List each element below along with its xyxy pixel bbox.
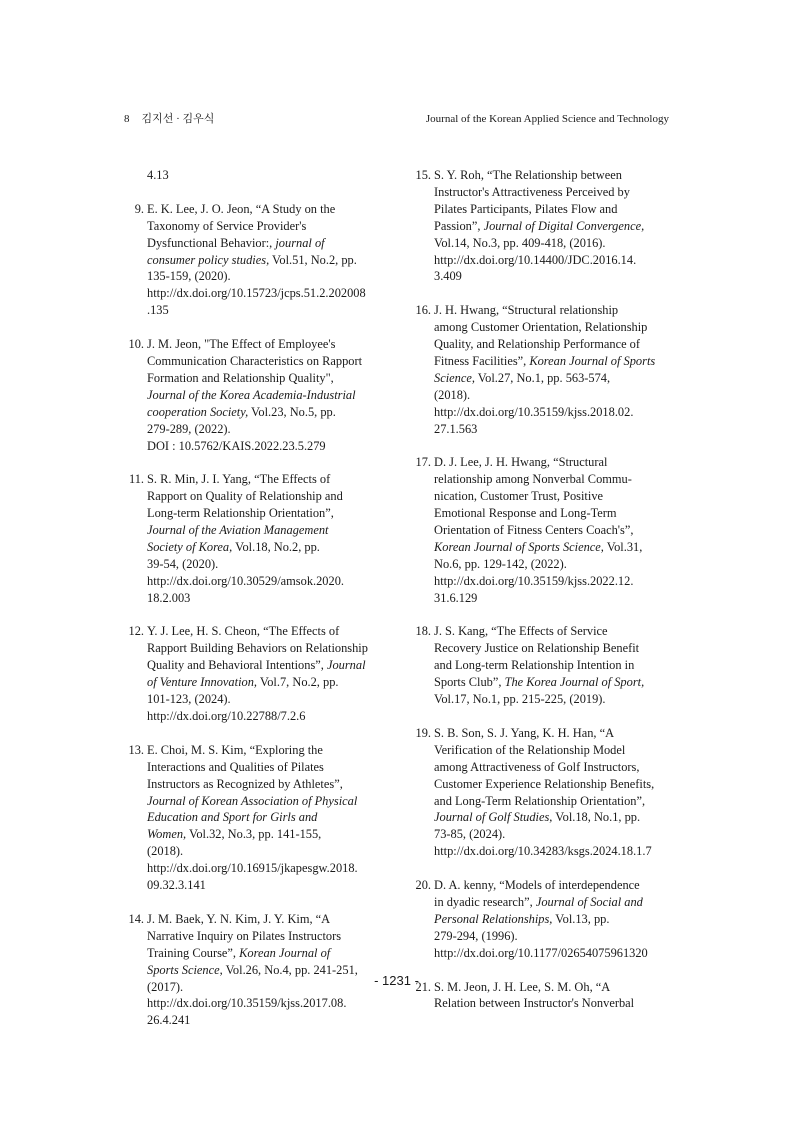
reference-line: Instructor's Attractiveness Perceived by (434, 184, 630, 199)
reference-line: D. A. kenny, “Models of interdependence (434, 878, 640, 893)
reference-line: 73-85, (2024). (434, 827, 506, 842)
reference-line: http://dx.doi.org/10.1177/02654075961320 (434, 945, 648, 960)
reference-line: Education and Sport for Girls and (147, 810, 318, 825)
reference-line: relationship among Nonverbal Commu- (434, 472, 632, 487)
reference-line: in dyadic research”, Journal of Social and (434, 894, 643, 909)
reference-line: http://dx.doi.org/10.14400/JDC.2016.14. (434, 252, 637, 267)
reference-line: 26.4.241 (147, 1013, 191, 1028)
reference-line: Narrative Inquiry on Pilates Instructors (147, 928, 342, 943)
reference-line: Emotional Response and Long-Term (434, 506, 617, 521)
reference-line: Journal of Golf Studies, Vol.18, No.1, pp. (434, 810, 641, 825)
reference-line: D. J. Lee, J. H. Hwang, “Structural (434, 455, 608, 470)
reference-text (434, 454, 669, 623)
reference-line: 135-159, (2020). (147, 269, 231, 284)
reference-line: among Attractiveness of Golf Instructors, (434, 759, 640, 774)
reference-line: and Long-Term Relationship Orientation”, (434, 793, 646, 808)
reference-line: consumer policy studies, Vol.51, No.2, pp. (147, 252, 357, 267)
reference-line: http://dx.doi.org/10.35159/kjss.2018.02. (434, 404, 634, 419)
reference-line: Sports Science, Vol.26, No.4, pp. 241-251, (147, 962, 358, 977)
reference-line: S. M. Jeon, J. H. Lee, S. M. Oh, “A (434, 979, 611, 994)
running-header (124, 111, 669, 127)
reference-line: http://dx.doi.org/10.35159/kjss.2017.08. (147, 996, 347, 1011)
reference-line: of Venture Innovation, Vol.7, No.2, pp. (147, 675, 339, 690)
reference-line: Korean Journal of Sports Science, Vol.31, (434, 539, 643, 554)
reference-line: Formation and Relationship Quality", (147, 370, 334, 385)
reference-number: 12. (128, 624, 144, 639)
reference-line: (2017). (147, 979, 184, 994)
reference-line: http://dx.doi.org/10.34283/ksgs.2024.18.1.7 (434, 844, 652, 859)
reference-column-right (411, 167, 669, 1029)
reference-line: Passion”, Journal of Digital Convergence, (434, 218, 645, 233)
reference-line: Recovery Justice on Relationship Benefit (434, 641, 640, 656)
reference-number: 11. (128, 472, 144, 487)
header-left (124, 111, 214, 127)
reference-number: 16. (415, 303, 431, 318)
reference-line: Journal of the Aviation Management (147, 523, 329, 538)
reference-line: 31.6.129 (434, 590, 478, 605)
reference-line: Long-term Relationship Orientation”, (147, 506, 334, 521)
reference-item (124, 167, 382, 201)
reference-item (411, 623, 669, 724)
reference-line: Pilates Participants, Pilates Flow and (434, 201, 618, 216)
reference-text (147, 167, 382, 201)
reference-number: 20. (415, 878, 431, 893)
reference-item (411, 454, 669, 623)
reference-line: 101-123, (2024). (147, 692, 231, 707)
reference-item (124, 742, 382, 911)
reference-line: J. H. Hwang, “Structural relationship (434, 303, 619, 318)
reference-line: Verification of the Relationship Model (434, 742, 626, 757)
reference-line: E. Choi, M. S. Kim, “Exploring the (147, 742, 323, 757)
reference-line: Vol.17, No.1, pp. 215-225, (2019). (434, 692, 606, 707)
reference-line: Personal Relationships, Vol.13, pp. (434, 911, 610, 926)
reference-number: 17. (415, 455, 431, 470)
reference-line: 4.13 (147, 168, 169, 182)
reference-text (434, 877, 669, 978)
reference-number: 21. (415, 979, 431, 994)
reference-line: (2018). (147, 844, 184, 859)
reference-line: http://dx.doi.org/10.16915/jkapesgw.2018. (147, 861, 358, 876)
reference-number: 14. (128, 911, 144, 926)
reference-line: 279-289, (2022). (147, 421, 231, 436)
reference-number: 18. (415, 624, 431, 639)
reference-line: S. R. Min, J. I. Yang, “The Effects of (147, 472, 331, 487)
header-journal-title: Journal of the Korean Applied Science and Technology (425, 113, 669, 125)
reference-line: Science, Vol.27, No.1, pp. 563-574, (434, 370, 611, 385)
reference-number: 15. (415, 168, 431, 182)
page-footer-number: - 1231 - (374, 973, 419, 988)
reference-line: J. M. Baek, Y. N. Kim, J. Y. Kim, “A (147, 911, 331, 926)
reference-text (147, 471, 382, 623)
reference-line: Dysfunctional Behavior:, journal of (147, 235, 325, 250)
reference-line: DOI : 10.5762/KAIS.2022.23.5.279 (147, 438, 326, 453)
reference-item (411, 877, 669, 978)
reference-text (434, 623, 669, 724)
reference-item (124, 201, 382, 336)
reference-item (124, 336, 382, 471)
reference-number: 10. (128, 337, 144, 352)
reference-item (124, 623, 382, 741)
reference-text (434, 167, 669, 302)
reference-line: Journal of Korean Association of Physical (147, 793, 358, 808)
reference-line: Taxonomy of Service Provider's (147, 218, 307, 233)
reference-line: 09.32.3.141 (147, 878, 206, 893)
reference-line: 279-294, (1996). (434, 928, 518, 943)
reference-line: http://dx.doi.org/10.22788/7.2.6 (147, 709, 306, 723)
reference-line: cooperation Society, Vol.23, No.5, pp. (147, 404, 336, 419)
reference-line: J. S. Kang, “The Effects of Service (434, 624, 608, 639)
reference-column-left (124, 167, 382, 1046)
reference-line: http://dx.doi.org/10.15723/jcps.51.2.202008 (147, 286, 366, 301)
reference-line: http://dx.doi.org/10.30529/amsok.2020. (147, 573, 344, 588)
reference-line: Women, Vol.32, No.3, pp. 141-155, (147, 827, 322, 842)
reference-line: Orientation of Fitness Centers Coach's”, (434, 523, 634, 538)
reference-line: http://dx.doi.org/10.35159/kjss.2022.12. (434, 573, 634, 588)
reference-line: among Customer Orientation, Relationship (434, 320, 648, 335)
reference-line: Interactions and Qualities of Pilates (147, 759, 324, 774)
reference-item (411, 302, 669, 454)
reference-line: 3.409 (434, 269, 462, 284)
reference-line: Rapport on Quality of Relationship and (147, 489, 343, 504)
reference-line: J. M. Jeon, "The Effect of Employee's (147, 337, 336, 352)
reference-line: 18.2.003 (147, 590, 191, 605)
reference-line: Quality and Behavioral Intentions”, Journal (147, 658, 366, 673)
reference-line: Communication Characteristics on Rapport (147, 353, 363, 368)
reference-number: 19. (415, 725, 431, 740)
reference-line: Quality, and Relationship Performance of (434, 337, 640, 352)
reference-text (147, 336, 382, 471)
reference-text (147, 742, 382, 911)
reference-line: nication, Customer Trust, Positive (434, 489, 604, 504)
reference-number: 13. (128, 742, 144, 757)
reference-item (411, 725, 669, 877)
reference-line: Y. J. Lee, H. S. Cheon, “The Effects of (147, 624, 340, 639)
reference-line: 27.1.563 (434, 421, 478, 436)
reference-line: No.6, pp. 129-142, (2022). (434, 556, 567, 571)
reference-line: S. B. Son, S. J. Yang, K. H. Han, “A (434, 725, 615, 740)
header-page-number: 8 (124, 113, 130, 125)
reference-line: S. Y. Roh, “The Relationship between (434, 168, 622, 182)
reference-line: and Long-term Relationship Intention in (434, 658, 635, 673)
reference-line: E. K. Lee, J. O. Jeon, “A Study on the (147, 201, 336, 216)
header-authors: 김지선 · 김우식 (141, 113, 215, 125)
reference-line: .135 (147, 303, 169, 318)
reference-line: Fitness Facilities”, Korean Journal of Sports (434, 353, 656, 368)
reference-item (124, 471, 382, 623)
reference-item (411, 167, 669, 302)
reference-line: Relation between Instructor's Nonverbal (434, 996, 635, 1011)
reference-line: Rapport Building Behaviors on Relationship (147, 641, 368, 656)
reference-line: Journal of the Korea Academia-Industrial (147, 387, 356, 402)
reference-number: 9. (134, 201, 144, 216)
reference-line: 39-54, (2020). (147, 556, 219, 571)
reference-text (434, 725, 669, 877)
reference-line: Society of Korea, Vol.18, No.2, pp. (147, 539, 320, 554)
reference-line: Instructors as Recognized by Athletes”, (147, 776, 343, 791)
reference-text (147, 623, 382, 741)
reference-line: (2018). (434, 387, 471, 402)
reference-text (147, 201, 382, 336)
reference-text (434, 302, 669, 454)
reference-line: Training Course”, Korean Journal of (147, 945, 331, 960)
reference-line: Customer Experience Relationship Benefits, (434, 776, 655, 791)
reference-line: Sports Club”, The Korea Journal of Sport, (434, 675, 645, 690)
reference-line: Vol.14, No.3, pp. 409-418, (2016). (434, 235, 606, 250)
